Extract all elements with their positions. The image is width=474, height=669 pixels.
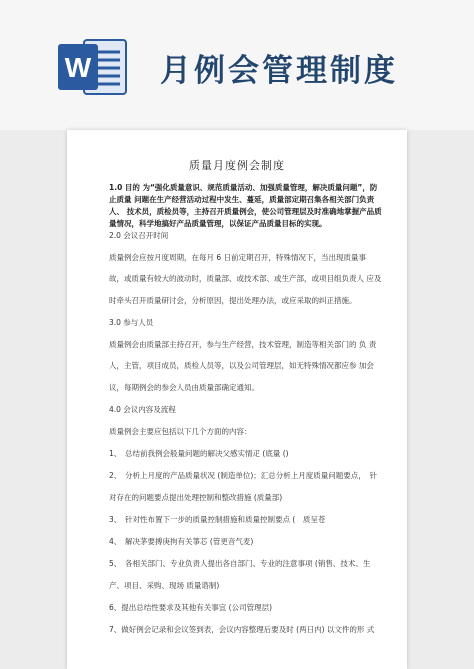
banner (0, 0, 474, 130)
paragraph-line: 止质量 问题在生产经营活动过程中发生、蔓延，质量部定期召集各相关部门负责 (109, 195, 375, 204)
banner-title: 月例会管理制度 (160, 53, 398, 89)
list-item: 6、提出总结性要求及其他有关事宜 (公司管理层) (109, 603, 273, 612)
section-heading: 3.0 参与人员 (109, 318, 154, 327)
list-item: 5、 各相关部门、专业负责人提出各自部门、专业的注意事项 (销售、技术、生 (109, 559, 371, 568)
list-item: 3、 针对性布置下一步的质量控制措施和质量控制要点 ( 质呈苍 (109, 515, 326, 524)
section-heading: 2.0 会议召开时间 (109, 231, 169, 240)
document-title: 质量月度例会制度 (189, 159, 285, 172)
list-item-continuation: 产、项目、采购、现场 质量谘制) (109, 581, 220, 590)
paragraph-line: 人、 技术员，质检员等，主持召开质量例会，使公司管理层及时准确地掌握产品质 (109, 207, 382, 216)
paragraph-line: 故，或质量有较大的波动时，质量部、或技术部、或生产部，或项目组负责人 应及 (109, 274, 382, 283)
paragraph-line: 人，主管，项目成员，质检人员等，以及公司管理层，如无特殊情况都应参 加会 (109, 361, 374, 370)
paragraph-line: 质量例会应按月度周期，在每月 6 日前定期召开，特殊情况下，当出现质量事 (109, 253, 367, 262)
list-item: 1、 总结前我例会般量问题的解决父感实情疋 (底量 () (109, 449, 289, 458)
list-item: 2、 分析上月度的产品质量状况 (制造单位)；汇总分析上月度质量问题要点， 针 (109, 471, 378, 480)
paragraph-line: 质量例会由质量部主持召开，参与生产经营，技术管理，制造等相关部门的 负 责 (109, 340, 377, 349)
word-logo-icon (58, 36, 128, 98)
paragraph-line: 1.0 目的 为“强化质量意识、规范质量活动、加强质量管理，解决质量问题”，防 (109, 183, 378, 192)
paragraph-line: 议，每期例会的参会人员由质量部确定通知。 (109, 383, 259, 392)
document-page (67, 130, 407, 669)
paragraph-line: 时牵头召开质量研讨会，分析原因，提出处理办法，或应采取的纠正措施。 (109, 296, 357, 305)
word-logo-letter: W (64, 52, 92, 83)
paragraph-line: 量情况，科学地搞好产品质量管理，以保证产品质量目标的实现。 (109, 219, 327, 228)
list-item: 4、 解决茅要搏庚拘有关箏芯 (管更音气麦) (109, 537, 254, 546)
list-item: 7、做好例会记录和会议签到表，会议内容整理后要及时 (两日内) 以文件的形 式 (109, 625, 375, 634)
paragraph-line: 质量例会主要应包括以下几个方面的内容： (109, 427, 252, 436)
list-item-continuation: 对存在的问题要点提出处理控制和整改措施 (质量部) (109, 493, 283, 502)
section-heading: 4.0 会议内容及流程 (109, 405, 176, 414)
